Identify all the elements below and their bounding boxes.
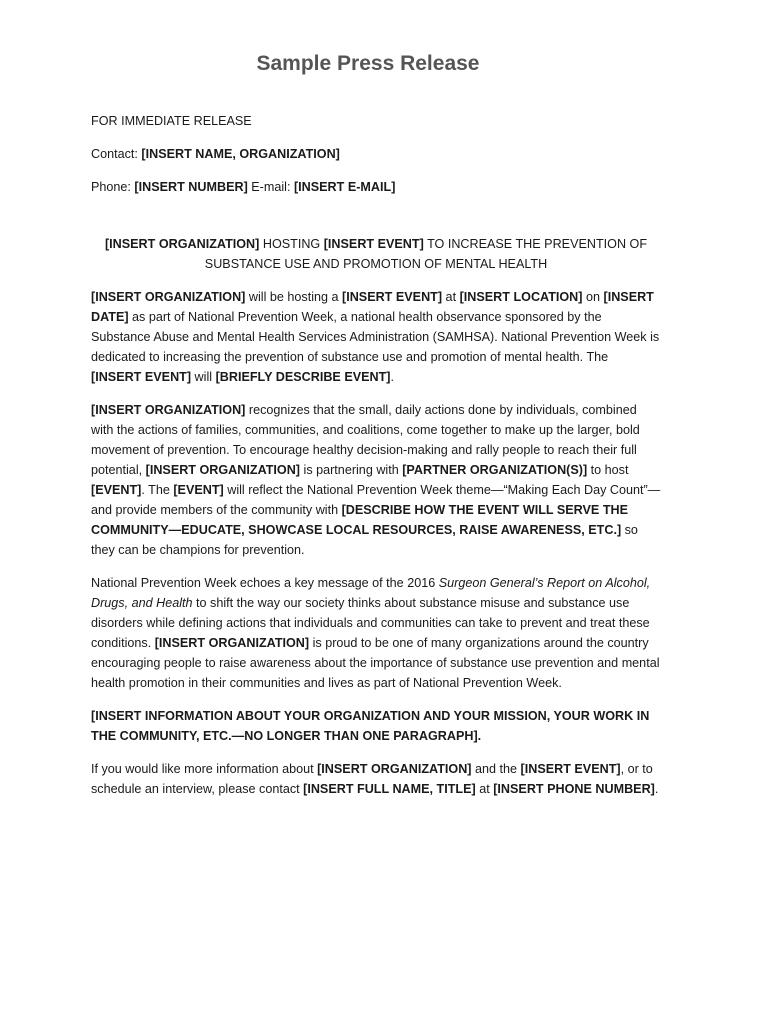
p5-text-1: If you would like more information about: [91, 762, 318, 776]
p5-text-2: and the: [471, 762, 521, 776]
document-body: [91, 111, 661, 812]
p2-bold-5: [EVENT]: [173, 483, 224, 497]
p1-bold-5: [INSERT EVENT]: [91, 370, 192, 384]
p5-bold-2: [INSERT EVENT]: [520, 762, 621, 776]
p2-bold-3: [PARTNER ORGANIZATION(S)]: [402, 463, 588, 477]
p3-text-3: is proud to be one of many organizations around the country encouraging people to raise awareness about the importance of substance use prevention and mental health promotion in their communities and lives as part of National Prevention Week.: [91, 636, 660, 690]
headline-text-1: HOSTING: [259, 237, 324, 251]
email-value: [INSERT E-MAIL]: [293, 180, 396, 194]
p2-text-5: will reflect the National Prevention Week theme—“Making Each Day Count”—and provide members of the community with: [91, 483, 661, 517]
headline-text-2: TO INCREASE THE PREVENTION OF SUBSTANCE USE AND PROMOTION OF MENTAL HEALTH: [204, 237, 648, 271]
p1-text-2: at: [442, 290, 460, 304]
p1-bold-6: [BRIEFLY DESCRIBE EVENT]: [215, 370, 391, 384]
p1-text-1: will be hosting a: [245, 290, 342, 304]
document-title: Sample Press Release: [256, 52, 480, 75]
p1-text-6: .: [390, 370, 395, 384]
p3-bold-1: [INSERT ORGANIZATION]: [154, 636, 310, 650]
headline-event: [INSERT EVENT]: [323, 237, 424, 251]
p2-bold-2: [INSERT ORGANIZATION]: [145, 463, 301, 477]
contact-label: Contact:: [91, 147, 142, 161]
release-line: FOR IMMEDIATE RELEASE: [91, 114, 252, 128]
p5-text-5: .: [654, 782, 659, 796]
p1-text-4: as part of National Prevention Week, a national health observance sponsored by the Substance Abuse and Mental Health Services Administration (SAMHSA). National Prevention Week is dedicated to increasing the prevention of substance use and promotion of mental health. The: [91, 310, 660, 364]
paragraph-2: [91, 400, 661, 560]
phone-value: [INSERT NUMBER]: [134, 180, 248, 194]
headline-org: [INSERT ORGANIZATION]: [104, 237, 260, 251]
p2-text-6: so they can be champions for prevention.: [91, 523, 638, 557]
p1-bold-1: [INSERT ORGANIZATION]: [91, 290, 246, 304]
p2-bold-4: [EVENT]: [91, 483, 142, 497]
p2-text-4: . The: [141, 483, 174, 497]
p1-bold-3: [INSERT LOCATION]: [459, 290, 583, 304]
p1-bold-2: [INSERT EVENT]: [342, 290, 443, 304]
contact-line: [91, 144, 661, 164]
paragraph-5: [91, 759, 661, 799]
paragraph-1: [91, 287, 661, 387]
p5-text-3: , or to schedule an interview, please contact: [91, 762, 653, 796]
p5-bold-1: [INSERT ORGANIZATION]: [317, 762, 472, 776]
phone-line: [91, 177, 661, 197]
release-headline: [66, 234, 686, 274]
p3-text-2: to shift the way our society thinks about substance misuse and substance use disorders while defining actions that individuals and communities can take to prevent and treat these conditions.: [91, 596, 650, 650]
paragraph-4: [91, 706, 661, 746]
email-label: E-mail:: [247, 180, 294, 194]
p1-text-3: on: [582, 290, 604, 304]
p4-bold: [INSERT INFORMATION ABOUT YOUR ORGANIZATION AND YOUR MISSION, YOUR WORK IN THE COMMUNITY, ETC.—NO LONGER THAN ONE PARAGRAPH].: [91, 709, 650, 743]
p3-text-1: National Prevention Week echoes a key message of the 2016: [91, 576, 439, 590]
p5-bold-3: [INSERT FULL NAME, TITLE]: [303, 782, 476, 796]
p2-text-3: to host: [587, 463, 629, 477]
contact-value: [INSERT NAME, ORGANIZATION]: [141, 147, 340, 161]
p5-text-4: at: [475, 782, 494, 796]
p1-bold-4: [INSERT DATE]: [91, 290, 654, 324]
paragraph-3: [91, 573, 661, 693]
phone-label: Phone:: [91, 180, 135, 194]
p1-text-5: will: [191, 370, 216, 384]
p2-bold-1: [INSERT ORGANIZATION]: [91, 403, 246, 417]
p5-bold-4: [INSERT PHONE NUMBER]: [493, 782, 655, 796]
p2-text-2: is partnering with: [300, 463, 403, 477]
p2-bold-6: [DESCRIBE HOW THE EVENT WILL SERVE THE COMMUNITY—EDUCATE, SHOWCASE LOCAL RESOURCES, RAISE AWARENESS, ETC.]: [91, 503, 629, 537]
p2-text-1: recognizes that the small, daily actions done by individuals, combined with the actions of families, communities, and coalitions, come together to make up the larger, bold movement of prevention. To encourage healthy decision-making and rally people to reach their full potential,: [91, 403, 640, 477]
p3-report-title: Surgeon General’s Report on Alcohol, Drugs, and Health: [91, 576, 651, 610]
